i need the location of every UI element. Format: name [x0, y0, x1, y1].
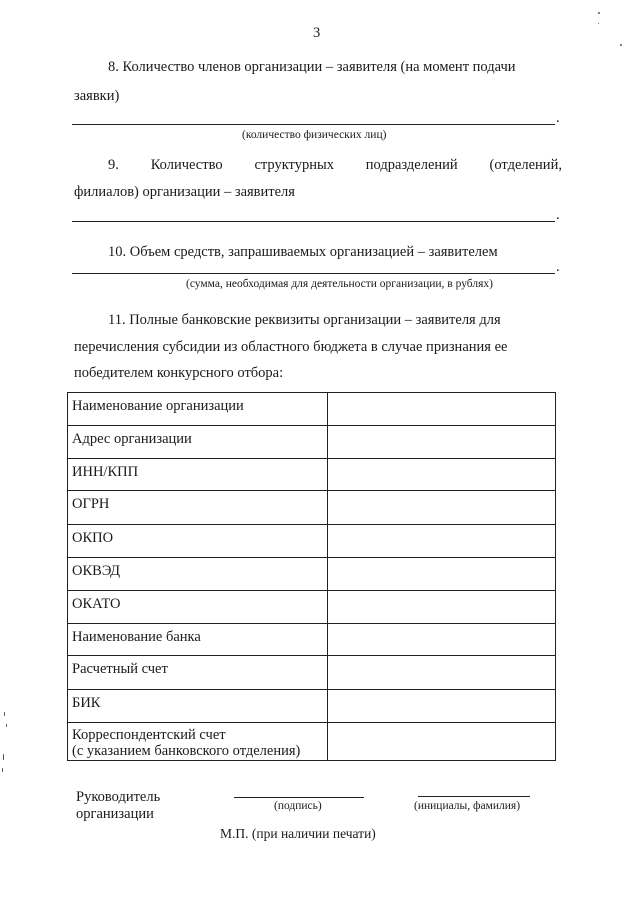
- table-row: [68, 656, 556, 690]
- item8-text-line1: 8. Количество членов организации – заявителя (на момент подачи: [108, 59, 516, 75]
- table-row: [68, 591, 556, 624]
- item9-word: подразделений: [365, 157, 458, 173]
- row-label-line2: (с указанием банковского отделения): [72, 743, 301, 759]
- item10-text-line1: 10. Объем средств, запрашиваемых организацией – заявителем: [108, 244, 498, 260]
- row-label: ОКПО: [68, 525, 328, 558]
- row-value-cell[interactable]: [328, 459, 556, 491]
- row-label-line1: Корреспондентский счет: [72, 727, 226, 743]
- table-row: [68, 393, 556, 426]
- scan-speck: [6, 724, 7, 727]
- row-label: ИНН/КПП: [68, 459, 328, 491]
- stamp-note: М.П. (при наличии печати): [220, 826, 376, 841]
- scan-speck: [2, 768, 3, 772]
- signature-fill-line[interactable]: [234, 797, 364, 798]
- item11-text-line2: перечисления субсидии из областного бюджета в случае признания ее: [74, 339, 508, 355]
- item11-text-line1: 11. Полные банковские реквизиты организации – заявителя для: [108, 312, 501, 328]
- page-number: 3: [313, 25, 321, 41]
- table-row: [68, 690, 556, 723]
- row-value-cell[interactable]: [328, 624, 556, 656]
- row-label: ОКВЭД: [68, 558, 328, 591]
- signature-role-line1: Руководитель: [76, 789, 161, 805]
- item9-dot: .: [556, 207, 560, 223]
- signature-caption: (подпись): [274, 800, 322, 812]
- row-label: Адрес организации: [68, 426, 328, 459]
- row-label: БИК: [68, 690, 328, 723]
- item9-word: (отделений,: [489, 157, 562, 173]
- row-value-cell[interactable]: [328, 591, 556, 624]
- row-value-cell[interactable]: [328, 656, 556, 690]
- name-caption: (инициалы, фамилия): [414, 800, 521, 812]
- row-label: Наименование банка: [68, 624, 328, 656]
- row-value-cell[interactable]: [328, 491, 556, 525]
- item8-fill-line[interactable]: [72, 124, 555, 125]
- scan-speck: [598, 23, 599, 24]
- scan-speck: [620, 44, 622, 46]
- item8-dot: .: [556, 110, 560, 126]
- item9-word: структурных: [254, 157, 334, 173]
- row-label: ОКАТО: [68, 591, 328, 624]
- table-row: [68, 624, 556, 656]
- scan-speck: [4, 712, 5, 716]
- item10-fill-line[interactable]: [72, 273, 555, 274]
- item9-fill-line[interactable]: [72, 221, 555, 222]
- table-row: [68, 426, 556, 459]
- table-row: [68, 525, 556, 558]
- item11-text-line3: победителем конкурсного отбора:: [74, 365, 284, 381]
- item8-text-line2: заявки): [74, 88, 120, 104]
- signature-role-line2: организации: [76, 806, 154, 822]
- row-value-cell[interactable]: [328, 426, 556, 459]
- table-row: [68, 723, 556, 761]
- table-row: [68, 491, 556, 525]
- item9-word: 9.: [108, 157, 119, 173]
- scan-speck: [598, 12, 600, 14]
- row-value-cell[interactable]: [328, 525, 556, 558]
- item10-caption: (сумма, необходимая для деятельности организации, в рублях): [186, 278, 493, 290]
- table-row: [68, 558, 556, 591]
- item8-caption: (количество физических лиц): [242, 129, 387, 141]
- item9-word: Количество: [150, 157, 223, 173]
- row-value-cell[interactable]: [328, 558, 556, 591]
- scan-speck: [3, 754, 4, 760]
- row-label: Расчетный счет: [68, 656, 328, 690]
- bank-details-table: [67, 392, 556, 761]
- name-fill-line[interactable]: [418, 796, 530, 797]
- row-value-cell[interactable]: [328, 393, 556, 426]
- row-value-cell[interactable]: [328, 690, 556, 723]
- row-label: Наименование организации: [68, 393, 328, 426]
- item10-dot: .: [556, 259, 560, 275]
- table-row: [68, 459, 556, 491]
- row-label: [68, 723, 328, 761]
- row-label: ОГРН: [68, 491, 328, 525]
- row-value-cell[interactable]: [328, 723, 556, 761]
- item9-text-line2: филиалов) организации – заявителя: [74, 184, 295, 200]
- item9-text-line1: [108, 156, 562, 174]
